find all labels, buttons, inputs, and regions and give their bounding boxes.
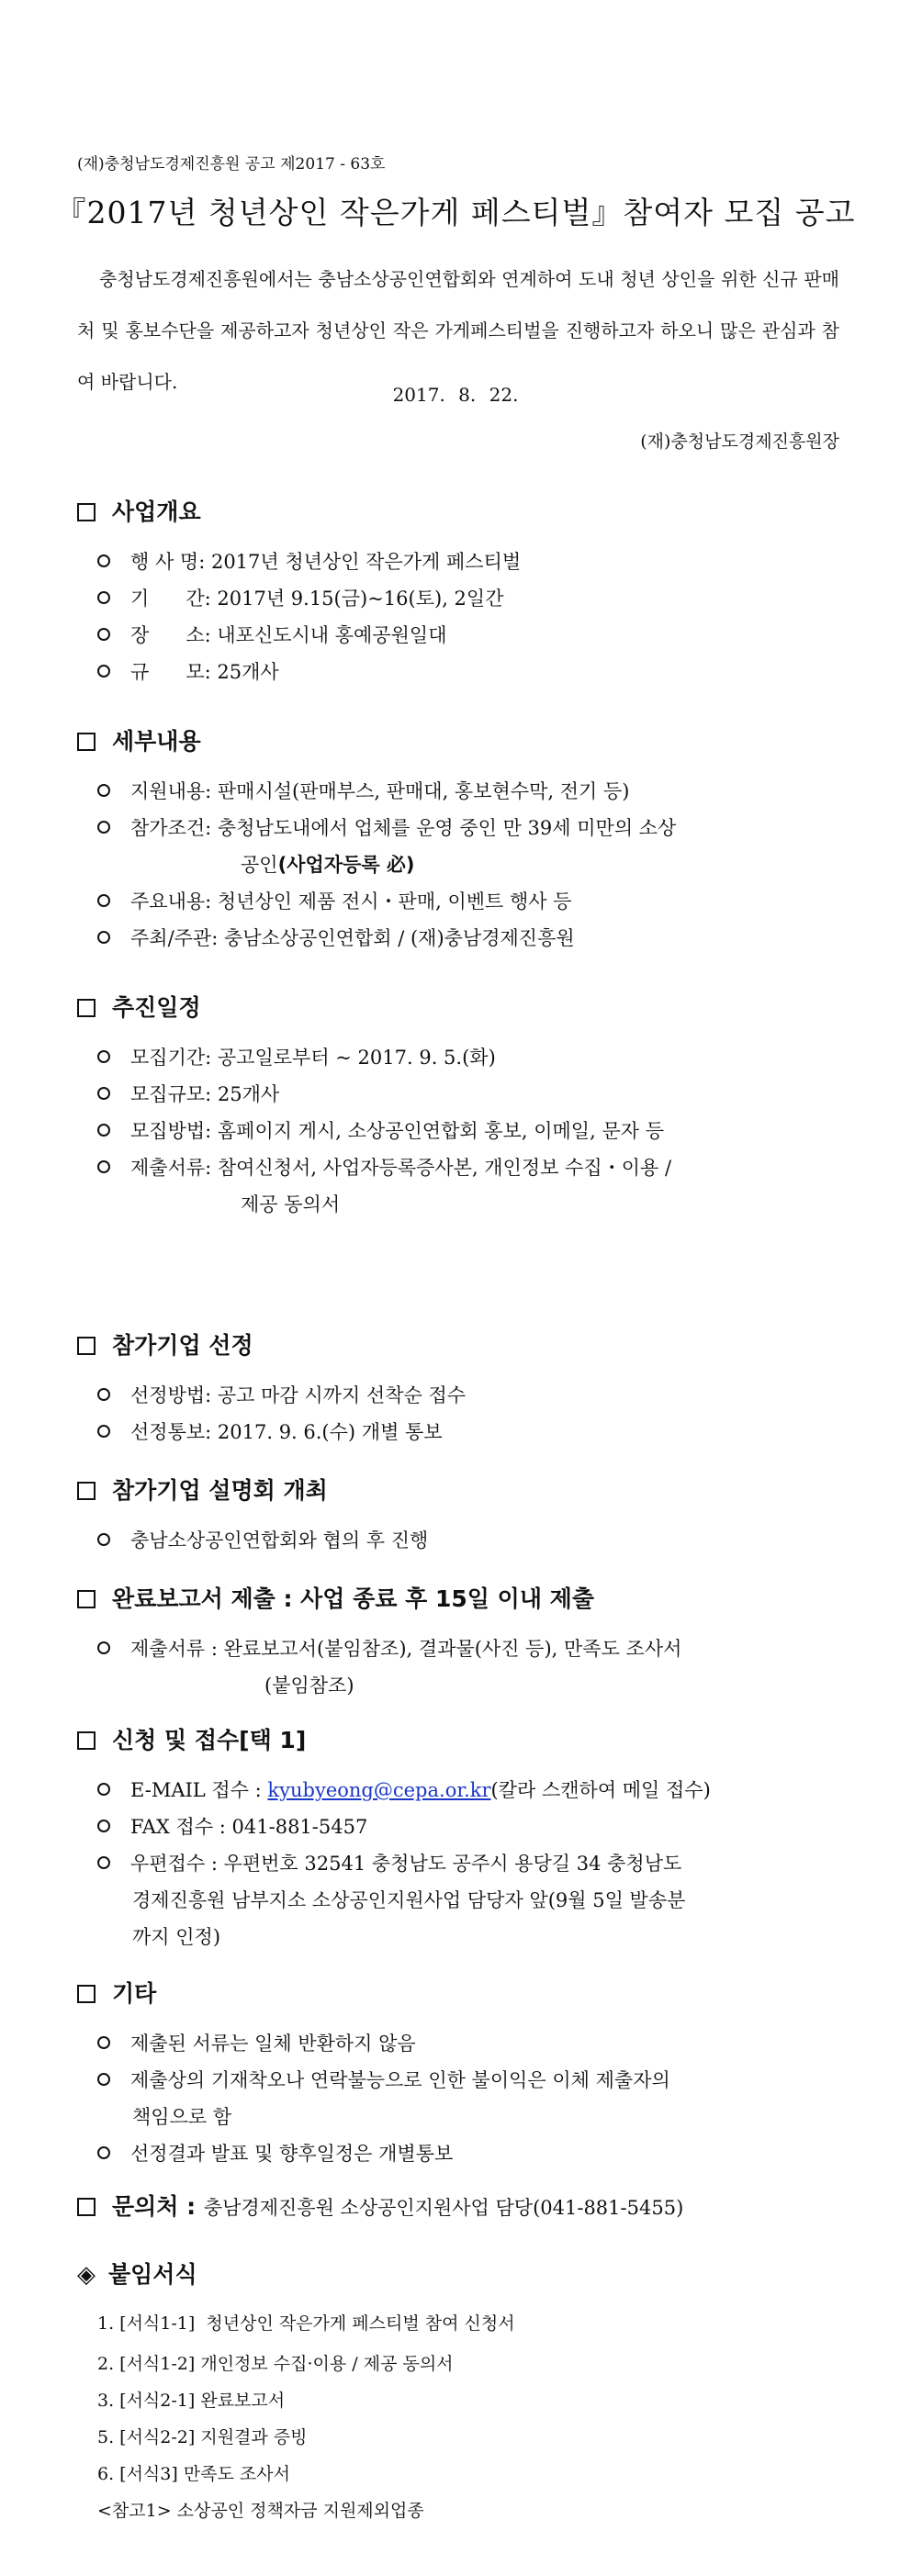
circle-bullet-icon [97, 554, 110, 567]
notice-number: (재)충청남도경제진흥원 공고 제2017 - 63호 [77, 155, 386, 174]
list-item: 선정결과 발표 및 향후일정은 개별통보 [97, 2139, 453, 2167]
checkbox-square-icon [77, 1337, 96, 1355]
contact-line: 문의처 : 충남경제진흥원 소상공인지원사업 담당(041-881-5455) [77, 2189, 683, 2222]
section-application-heading: 신청 및 접수[택 1] [77, 1722, 306, 1755]
circle-bullet-icon [97, 2036, 110, 2049]
circle-bullet-icon [97, 1425, 110, 1438]
attachment-item: 3. [서식2-1] 완료보고서 [97, 2391, 286, 2411]
list-item: 선정통보: 2017. 9. 6.(수) 개별 통보 [97, 1417, 443, 1445]
section-selection-heading: 참가기업 선정 [77, 1327, 253, 1361]
list-item: 규 모: 25개사 [97, 657, 279, 685]
list-item: 모집방법: 홈페이지 게시, 소상공인연합회 홍보, 이메일, 문자 등 [97, 1116, 664, 1144]
circle-bullet-icon [97, 784, 110, 797]
section-briefing-heading: 참가기업 설명회 개최 [77, 1473, 328, 1506]
attachment-item: 2. [서식1-2] 개인정보 수집·이용 / 제공 동의서 [97, 2354, 454, 2374]
circle-bullet-icon [97, 2146, 110, 2159]
list-item: 제출된 서류는 일체 반환하지 않음 [97, 2029, 416, 2056]
list-item: 선정방법: 공고 마감 시까지 선착순 접수 [97, 1381, 466, 1408]
checkbox-square-icon [77, 1985, 96, 2003]
circle-bullet-icon [97, 2073, 110, 2086]
list-item: 주최/주관: 충남소상공인연합회 / (재)충남경제진흥원 [97, 924, 575, 951]
list-item: 제출상의 기재착오나 연락불능으로 인한 불이익은 이체 제출자의 [97, 2066, 670, 2093]
section-report-heading: 완료보고서 제출 : 사업 종료 후 15일 이내 제출 [77, 1581, 594, 1614]
circle-bullet-icon [97, 931, 110, 944]
circle-bullet-icon [97, 1783, 110, 1796]
section-schedule-heading: 추진일정 [77, 990, 201, 1023]
email-link[interactable]: kyubyeong@cepa.or.kr [267, 1779, 491, 1801]
section-etc-heading: 기타 [77, 1976, 156, 2009]
diamond-bullet-icon: ◈ [77, 2261, 96, 2289]
list-item-continuation: 공인(사업자등록 必) [241, 854, 415, 876]
list-item: 모집규모: 25개사 [97, 1080, 279, 1107]
checkbox-square-icon [77, 503, 96, 521]
circle-bullet-icon [97, 1160, 110, 1173]
list-item: 제출서류: 참여신청서, 사업자등록증사본, 개인정보 수집・이용 / [97, 1153, 671, 1181]
list-item: 행 사 명: 2017년 청년상인 작은가게 페스티벌 [97, 547, 521, 575]
checkbox-square-icon [77, 733, 96, 751]
circle-bullet-icon [97, 628, 110, 641]
attachment-item: 6. [서식3] 만족도 조사서 [97, 2464, 290, 2484]
intro-paragraph: 충청남도경제진흥원에서는 충남소상공인연합회와 연계하여 도내 청년 상인을 위한 신규 판매처 및 홍보수단을 제공하고자 청년상인 작은 가게페스티벌을 진행하고자 하오니 많은 관심과 참여 바랍니다. [77, 268, 839, 393]
circle-bullet-icon [97, 1820, 110, 1832]
list-item: 장 소: 내포신도시내 홍예공원일대 [97, 621, 446, 648]
circle-bullet-icon [97, 894, 110, 907]
list-item-continuation: 까지 인정) [132, 1926, 221, 1948]
list-item-continuation: 경제진흥원 남부지소 소상공인지원사업 담당자 앞(9월 5일 발송분 [132, 1889, 686, 1911]
list-item: 제출서류 : 완료보고서(붙임참조), 결과물(사진 등), 만족도 조사서 [97, 1634, 681, 1662]
circle-bullet-icon [97, 1533, 110, 1546]
section-attachments-heading: ◈ 붙임서식 [77, 2261, 197, 2289]
circle-bullet-icon [97, 1856, 110, 1869]
notice-date: 2017. 8. 22. [392, 384, 519, 406]
list-item: 기 간: 2017년 9.15(금)~16(토), 2일간 [97, 584, 503, 611]
attachment-item: <참고1> 소상공인 정책자금 지원제외업종 [97, 2501, 424, 2521]
attachment-item: 5. [서식2-2] 지원결과 증빙 [97, 2427, 308, 2447]
checkbox-square-icon [77, 1482, 96, 1500]
circle-bullet-icon [97, 1087, 110, 1100]
list-item: 지원내용: 판매시설(판매부스, 판매대, 홍보현수막, 전기 등) [97, 777, 629, 804]
circle-bullet-icon [97, 1641, 110, 1654]
circle-bullet-icon [97, 1388, 110, 1401]
list-item-continuation: 제공 동의서 [241, 1193, 341, 1215]
circle-bullet-icon [97, 591, 110, 604]
circle-bullet-icon [97, 1050, 110, 1063]
list-item: E-MAIL 접수 : kyubyeong@cepa.or.kr(칼라 스캔하여 메일 접수) [97, 1775, 711, 1803]
list-item: FAX 접수 : 041-881-5457 [97, 1812, 367, 1840]
circle-bullet-icon [97, 821, 110, 834]
list-item-continuation: 책임으로 함 [132, 2106, 232, 2128]
list-item: 주요내용: 청년상인 제품 전시・판매, 이벤트 행사 등 [97, 887, 572, 914]
page-title: 『2017년 청년상인 작은가게 페스티벌』참여자 모집 공고 [55, 195, 856, 230]
circle-bullet-icon [97, 1124, 110, 1137]
circle-bullet-icon [97, 665, 110, 678]
section-details-heading: 세부내용 [77, 723, 201, 756]
list-item: 모집기간: 공고일로부터 ~ 2017. 9. 5.(화) [97, 1043, 496, 1070]
list-item: 우편접수 : 우편번호 32541 충청남도 공주시 용당길 34 충청남도 [97, 1849, 681, 1876]
list-item: 참가조건: 충청남도내에서 업체를 운영 중인 만 39세 미만의 소상 [97, 813, 676, 841]
checkbox-square-icon [77, 1590, 96, 1608]
list-item-continuation: (붙임참조) [264, 1674, 354, 1697]
checkbox-square-icon [77, 999, 96, 1017]
section-overview-heading: 사업개요 [77, 494, 201, 527]
organization-signature: (재)충청남도경제진흥원장 [640, 431, 839, 452]
checkbox-square-icon [77, 2198, 96, 2216]
checkbox-square-icon [77, 1731, 96, 1750]
list-item: 충남소상공인연합회와 협의 후 진행 [97, 1526, 428, 1553]
attachment-item: 1. [서식1-1] 청년상인 작은가게 페스티벌 참여 신청서 [97, 2313, 515, 2334]
